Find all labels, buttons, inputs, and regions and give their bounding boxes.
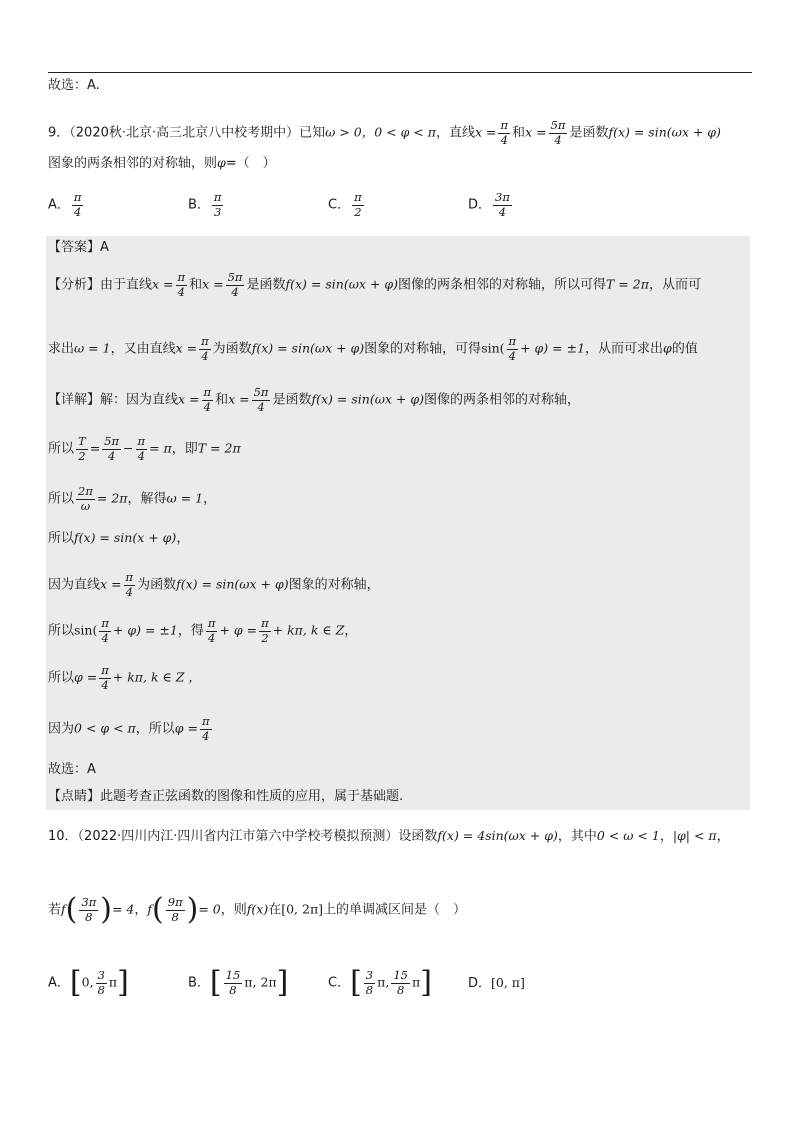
- answer-line: 【答案】A: [48, 240, 109, 255]
- step-omega: 所以 $\frac{2\pi}{\omega}$ = 2π，解得ω = 1，: [48, 484, 217, 513]
- step-phi-final: 因为0 < φ < π，所以φ = $\frac{\pi}{4}$: [48, 714, 210, 743]
- q10-option-a[interactable]: A．[0, $\frac{3}{8}$ π]: [48, 965, 129, 1000]
- q10-option-b[interactable]: B．[ $\frac{15}{8}$ π, 2π]: [188, 965, 289, 1000]
- detail-line: 【详解】解：因为直线x = $\frac{\pi}{4}$ 和x = $\frac{5\pi}{4}$ 是函数f(x) = sin(ωx + φ)图像的两条相邻的对称轴，: [48, 385, 580, 414]
- prev-answer: 故选：A.: [48, 78, 100, 93]
- q9-stem: 9．（2020秋·北京·高三北京八中校考期中）已知ω > 0，0 < φ < π，直线x = $\frac{\pi}{4}$ 和x = $\frac{5\pi}{4}$ 是函数f(x) = sin(ωx + φ): [48, 118, 721, 147]
- q9-options: [48, 192, 568, 218]
- q10-options: [48, 965, 568, 1000]
- q9-condition: ω > 0，0 < φ < π: [325, 124, 436, 140]
- final-answer: 故选：A: [48, 762, 96, 777]
- comment-line: 【点睛】此题考查正弦函数的图像和性质的应用，属于基础题.: [48, 789, 404, 804]
- q9-number: 9．: [48, 125, 70, 141]
- comment-label: 【点睛】: [48, 789, 101, 804]
- frac-pi-4: $\frac{\pi}{4}$: [500, 118, 509, 147]
- step-phi-general: 所以φ = $\frac{\pi}{4}$ + kπ, k ∈ Z ，: [48, 663, 201, 692]
- q9-stem-line2: [48, 157, 276, 170]
- q10-source: （2022·四川内江·四川省内江市第六中学校考模拟预测）设函数: [77, 829, 438, 844]
- step-axis: 因为直线x = $\frac{\pi}{4}$ 为函数f(x) = sin(ωx + φ)图象的对称轴，: [48, 570, 380, 599]
- q9-source: （2020秋·北京·高三北京八中校考期中）已知: [69, 125, 326, 141]
- step-function: 所以f(x) = sin(x + φ)，: [48, 530, 190, 546]
- q9-text: 是函数: [569, 125, 609, 141]
- q10-function: f(x) = 4sin(ωx + φ): [437, 828, 558, 843]
- q9-option-d[interactable]: D． $\frac{3\pi}{4}$: [468, 190, 510, 219]
- q9-text: 图象的两条相邻的对称轴，则: [48, 156, 218, 171]
- q9-option-c[interactable]: C． $\frac{\pi}{2}$: [328, 190, 362, 219]
- q9-text: 和: [512, 125, 526, 141]
- q10-option-c[interactable]: C．[ $\frac{3}{8}$ π, $\frac{15}{8}$ π]: [328, 965, 432, 1000]
- q9-text: ，直线: [435, 125, 475, 141]
- q9-function: f(x) = sin(ωx + φ): [608, 124, 721, 140]
- top-rule: [48, 72, 752, 73]
- analysis-line-2: 求出ω = 1，又由直线x = $\frac{\pi}{4}$ 为函数f(x) = sin(ωx + φ)图象的对称轴，可得sin( $\frac{\pi}{4}$ + φ) = ±1，从而可求出φ的值: [48, 334, 698, 363]
- analysis-label: 【分析】: [48, 277, 101, 293]
- q9-option-a[interactable]: A． $\frac{\pi}{4}$: [48, 190, 82, 219]
- detail-label: 【详解】: [48, 392, 101, 408]
- analysis-line-1: 【分析】由于直线x = $\frac{\pi}{4}$ 和x = $\frac{5\pi}{4}$ 是函数f(x) = sin(ωx + φ)图像的两条相邻的对称轴，所以可得T = 2π，从而可: [48, 270, 701, 299]
- q9-text: =（ ）: [225, 156, 276, 171]
- q10-number: 10．: [48, 829, 78, 844]
- step-sin: 所以sin( $\frac{\pi}{4}$ + φ) = ±1，得 $\frac{\pi}{4}$ + φ = $\frac{\pi}{2}$ + kπ, k ∈ Z，: [48, 616, 358, 645]
- q10-option-d[interactable]: D．[0, π]: [468, 974, 525, 991]
- q10-conditions: 若f( $\frac{3\pi}{8}$ )= 4，f( $\frac{9\pi}{8}$ )= 0，则f(x)在[0, 2π]上的单调减区间是（ ）: [48, 892, 467, 927]
- q9-option-b[interactable]: B． $\frac{\pi}{3}$: [188, 190, 222, 219]
- step-period: 所以 $\frac{T}{2}$ = $\frac{5\pi}{4}$ − $\frac{\pi}{4}$ = π，即T = 2π: [48, 434, 241, 463]
- frac-5pi-4: $\frac{5\pi}{4}$: [550, 118, 566, 147]
- q9-phi: φ: [217, 155, 226, 170]
- q10-stem: 10．（2022·四川内江·四川省内江市第六中学校考模拟预测）设函数f(x) = 4sin(ωx + φ)，其中0 < ω < 1，|φ| < π，: [48, 828, 730, 844]
